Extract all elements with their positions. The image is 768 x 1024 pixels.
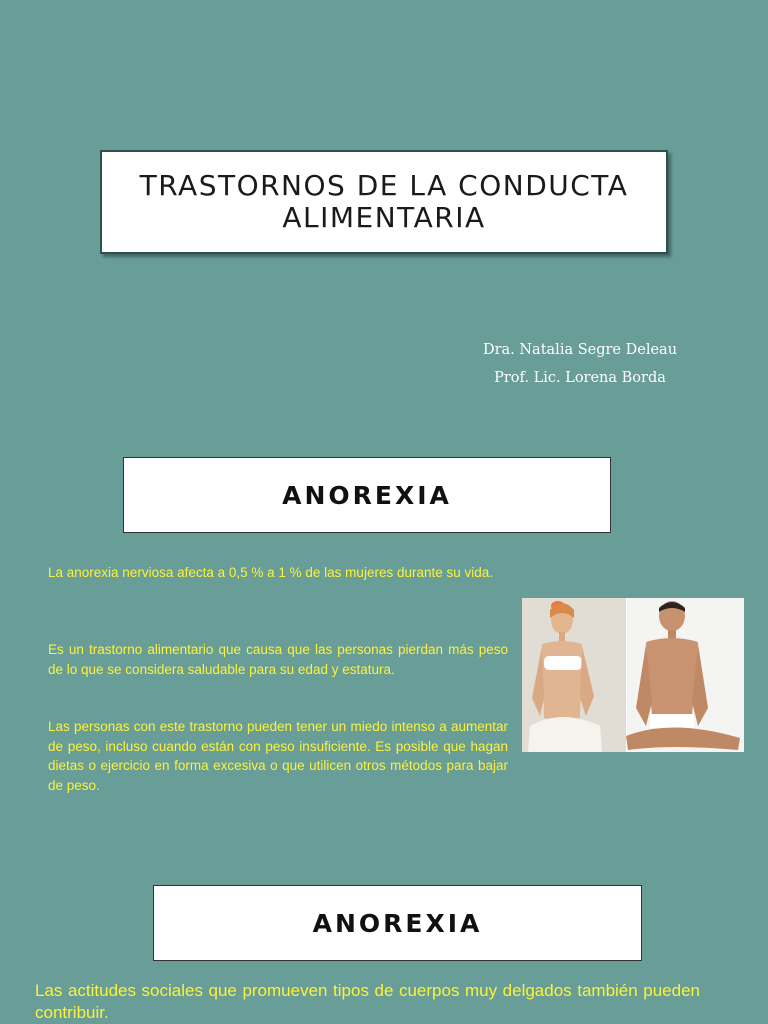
paragraph-definition: Es un trastorno alimentario que causa que las personas pierdan más peso de lo que se considera saludable para su edad y estatura. [48,642,508,677]
authors [470,336,690,392]
author-1: Dra. Natalia Segre Deleau [482,342,678,358]
anorexia-photo [522,598,744,752]
paragraph-behaviors: Las personas con este trastorno pueden tener un miedo intenso a aumentar de peso, incluso cuando están con peso insuficiente. Es posible que hagan dietas o ejercicio en forma excesiva o que utilicen otros métodos para bajar de peso. [48,719,508,793]
section-heading-anorexia-2: ANOREXIA [153,885,642,961]
paragraph-prevalence: La anorexia nerviosa afecta a 0,5 % a 1 % de las mujeres durante su vida. [48,565,494,580]
title-box [100,150,668,254]
section-heading-anorexia-1: ANOREXIA [123,457,611,533]
author-2: Prof. Lic. Lorena Borda [494,370,666,386]
paragraph-social-attitudes: Las actitudes sociales que promueven tipos de cuerpos muy delgados también pueden contribuir. [35,981,700,1022]
anorexia-photo-illustration [522,598,744,752]
title-line-1: TRASTORNOS DE LA CONDUCTA [139,169,629,202]
title-line-2: ALIMENTARIA [282,201,486,234]
